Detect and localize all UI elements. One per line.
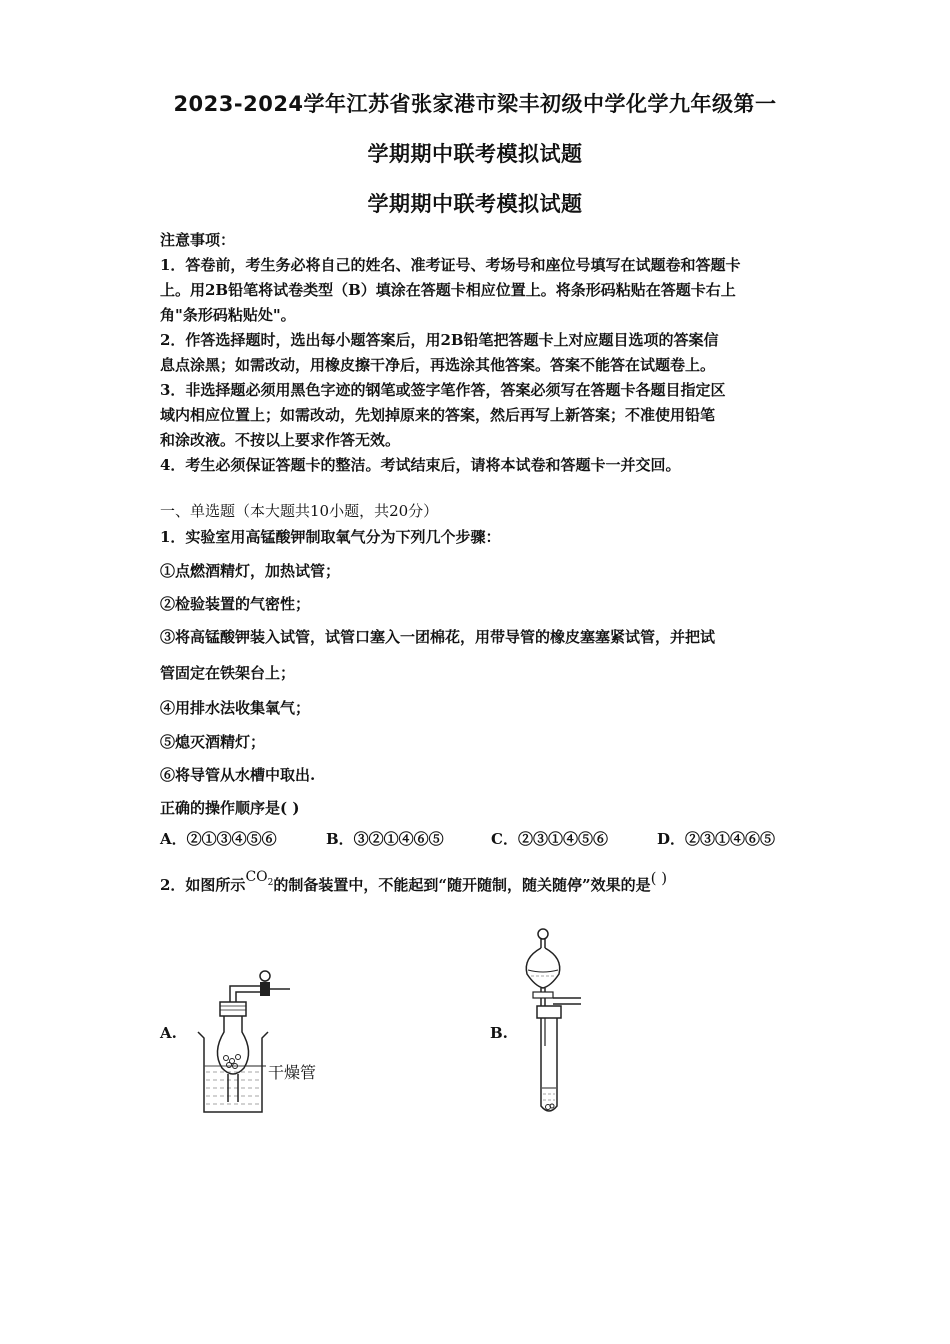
notes-heading: 注意事项： [160, 231, 236, 249]
notes-item-3c: 和涂改液。不按以上要求作答无效。 [160, 431, 401, 449]
exam-title-line3: 学期期中联考模拟试题 [367, 192, 583, 216]
figure-a-apparatus [190, 962, 340, 1122]
notes-item-3b: 域内相应位置上；如需改动，先划掉原来的答案，然后再写上新答案；不准使用铅笔 [160, 406, 716, 424]
q1-stem: 1．实验室用高锰酸钾制取氧气分为下列几个步骤： [160, 528, 501, 546]
co2-formula [245, 869, 274, 888]
q1-step-2: ②检验装置的气密性； [160, 595, 311, 613]
notes-item-3a: 3．非选择题必须用黑色字迹的钢笔或签字笔作答，答案必须写在答题卡各题目指定区 [160, 381, 726, 399]
notes-item-1b: 上。用2B铅笔将试卷类型（B）填涂在答题卡相应位置上。将条形码粘贴在答题卡右上 [160, 281, 736, 299]
figure-b-apparatus [515, 926, 595, 1121]
q1-step-3b: 管固定在铁架台上； [160, 664, 296, 682]
exam-title-line2: 学期期中联考模拟试题 [367, 142, 583, 166]
q1-step-3a: ③将高锰酸钾装入试管，试管口塞入一团棉花，用带导管的橡皮塞塞紧试管，并把试 [160, 628, 716, 646]
q2-option-a-label[interactable]: A. [160, 1024, 177, 1042]
q2-stem-post: 的制备装置中，不能起到“随开随制，随关随停”效果的是 [273, 876, 651, 894]
notes-item-4: 4．考生必须保证答题卡的整洁。考试结束后，请将本试卷和答题卡一并交回。 [160, 456, 681, 474]
co2-main: CO [245, 869, 268, 885]
q1-question: 正确的操作顺序是( ) [160, 799, 300, 817]
figure-a-label: 干燥管 [268, 1063, 317, 1082]
notes-item-2a: 2．作答选择题时，选出每小题答案后，用2B铅笔把答题卡上对应题目选项的答案信 [160, 331, 719, 349]
notes-item-2b: 息点涂黑；如需改动，用橡皮擦干净后，再选涂其他答案。答案不能答在试题卷上。 [160, 356, 716, 374]
notes-item-1c: 角"条形码粘贴处"。 [160, 306, 296, 324]
co2-sub: 2 [267, 877, 274, 888]
q1-step-6: ⑥将导管从水槽中取出. [160, 766, 316, 784]
q2-paren: ( ) [650, 869, 668, 887]
notes-block [160, 228, 800, 478]
exam-title-line1: 2023-2024学年江苏省张家港市梁丰初级中学化学九年级第一 [173, 92, 777, 116]
q1-step-4: ④用排水法收集氧气； [160, 699, 311, 717]
q2-stem [160, 869, 668, 897]
q2-stem-pre: 2．如图所示 [160, 876, 246, 894]
q1-option-a[interactable]: A．②①③④⑤⑥ [160, 830, 277, 848]
q1-option-b[interactable]: B．③②①④⑥⑤ [326, 830, 444, 848]
q1-option-c[interactable]: C．②③①④⑤⑥ [491, 830, 608, 848]
q1-option-d[interactable]: D．②③①④⑥⑤ [657, 830, 776, 848]
q2-option-b-label[interactable]: B. [490, 1024, 508, 1042]
notes-item-1a: 1．答卷前，考生务必将自己的姓名、准考证号、考场号和座位号填写在试题卷和答题卡 [160, 256, 741, 274]
section-heading: 一、单选题（本大题共10小题，共20分） [160, 502, 439, 520]
q1-step-1: ①点燃酒精灯，加热试管； [160, 562, 341, 580]
q1-step-5: ⑤熄灭酒精灯； [160, 733, 266, 751]
